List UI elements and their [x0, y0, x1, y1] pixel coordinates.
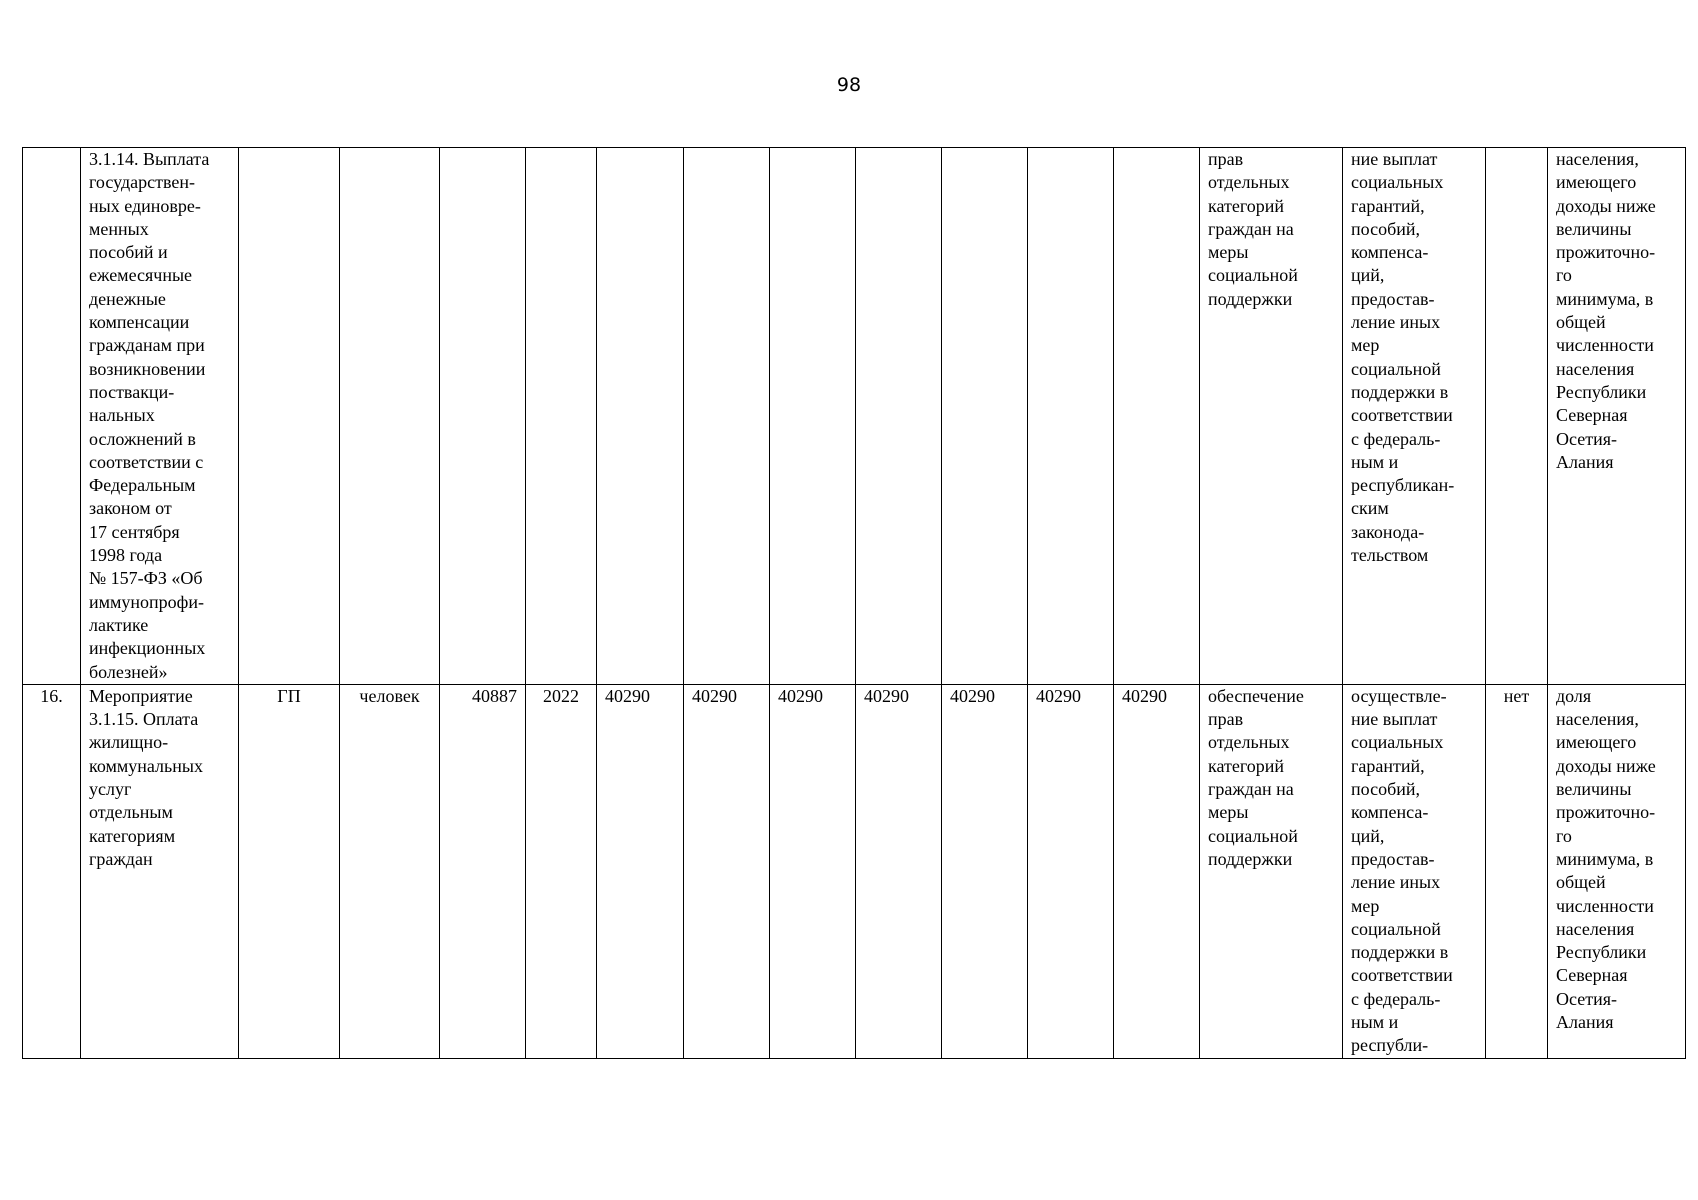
cell-line: законода-	[1351, 521, 1425, 542]
cell-line: отдельных	[1208, 172, 1290, 193]
cell-line: ций,	[1351, 825, 1385, 846]
cell-line: величины	[1556, 779, 1632, 800]
cell-line: осуществле-	[1351, 685, 1447, 706]
cell-line: прожиточно-	[1556, 802, 1656, 823]
cell-line: ным и	[1351, 451, 1399, 472]
cell-measure-name	[81, 148, 239, 685]
cell-base-value	[440, 148, 526, 685]
cell-line: граждан	[89, 848, 153, 869]
cell-line: прожиточно-	[1556, 242, 1656, 263]
cell-base-value: 40887	[440, 684, 526, 1058]
cell-line: поддержки	[1208, 288, 1293, 309]
cell-line: 3.1.14. Выплата	[89, 149, 210, 169]
cell-flag: нет	[1486, 684, 1548, 1058]
cell-line: законом от	[89, 498, 172, 519]
cell-line: инфекционных	[89, 638, 206, 659]
cell-year-value: 40290	[942, 684, 1028, 1058]
cell-line: Осетия-	[1556, 428, 1617, 449]
cell-line: ние выплат	[1351, 709, 1438, 730]
cell-line: болезней»	[89, 661, 168, 682]
cell-executor: ГП	[239, 684, 340, 1058]
program-measures-table	[22, 147, 1686, 1059]
cell-line: государствен-	[89, 172, 196, 193]
cell-line: категориям	[89, 825, 176, 846]
cell-year-value	[597, 148, 684, 685]
cell-line: Мероприятие	[89, 685, 193, 706]
cell-line: жилищно-	[89, 732, 169, 753]
cell-line: ций,	[1351, 265, 1385, 286]
cell-line: возникновении	[89, 358, 206, 379]
cell-line: Республики	[1556, 381, 1647, 402]
cell-line: прав	[1208, 709, 1244, 730]
cell-line: Федеральным	[89, 475, 196, 496]
cell-line: иммунопрофи-	[89, 591, 204, 612]
cell-year-value	[1028, 148, 1114, 685]
cell-line: мер	[1351, 895, 1380, 916]
table-row	[23, 684, 1686, 1058]
cell-line: го	[1556, 265, 1572, 286]
cell-line: пособий,	[1351, 218, 1420, 239]
cell-year-value	[770, 148, 856, 685]
cell-line: ным и	[1351, 1011, 1399, 1032]
cell-line: гарантий,	[1351, 755, 1425, 776]
cell-base-year: 2022	[526, 684, 597, 1058]
cell-line: социальной	[1208, 265, 1298, 286]
cell-line: обеспечение	[1208, 685, 1304, 706]
cell-line: Алания	[1556, 1011, 1614, 1032]
table-body	[23, 148, 1686, 1059]
cell-line: пособий,	[1351, 779, 1420, 800]
cell-line: республикан-	[1351, 475, 1455, 496]
cell-executor	[239, 148, 340, 685]
cell-line: общей	[1556, 312, 1606, 333]
cell-line: предостав-	[1351, 288, 1435, 309]
cell-line: категорий	[1208, 195, 1285, 216]
cell-year-value	[942, 148, 1028, 685]
cell-line: общей	[1556, 872, 1606, 893]
cell-line: денежные	[89, 288, 166, 309]
cell-line: поддержки в	[1351, 942, 1449, 963]
cell-indicator	[1548, 684, 1686, 1058]
cell-line: го	[1556, 825, 1572, 846]
cell-measures	[1343, 148, 1486, 685]
cell-line: социальной	[1351, 918, 1441, 939]
cell-line: населения	[1556, 358, 1635, 379]
cell-line: ежемесячные	[89, 265, 193, 286]
cell-line: численности	[1556, 895, 1654, 916]
cell-line: поствакци-	[89, 381, 175, 402]
cell-line: населения,	[1556, 709, 1639, 730]
cell-year-value: 40290	[1114, 684, 1200, 1058]
cell-line: гарантий,	[1351, 195, 1425, 216]
cell-line: предостав-	[1351, 848, 1435, 869]
cell-year-value: 40290	[684, 684, 770, 1058]
cell-line: численности	[1556, 335, 1654, 356]
cell-base-year	[526, 148, 597, 685]
cell-number	[23, 148, 81, 685]
cell-line: коммунальных	[89, 755, 203, 776]
cell-line: лактике	[89, 614, 149, 635]
cell-line: ским	[1351, 498, 1389, 519]
cell-year-value	[856, 148, 942, 685]
cell-indicator	[1548, 148, 1686, 685]
cell-line: граждан на	[1208, 218, 1294, 239]
cell-line: 3.1.15. Оплата	[89, 709, 199, 730]
cell-measure-name	[81, 684, 239, 1058]
cell-line: минимума, в	[1556, 848, 1654, 869]
page-number: 98	[836, 74, 862, 96]
cell-flag	[1486, 148, 1548, 685]
cell-line: соответствии	[1351, 965, 1453, 986]
cell-line: соответствии с	[89, 451, 204, 472]
cell-line: осложнений в	[89, 428, 196, 449]
cell-year-value	[684, 148, 770, 685]
cell-line: республи-	[1351, 1035, 1429, 1056]
cell-measures	[1343, 684, 1486, 1058]
cell-line: Северная	[1556, 965, 1628, 986]
cell-line: социальной	[1351, 358, 1441, 379]
cell-line: Северная	[1556, 405, 1628, 426]
cell-line: Алания	[1556, 451, 1614, 472]
cell-line: населения	[1556, 918, 1635, 939]
cell-line: меры	[1208, 242, 1249, 263]
cell-goal	[1200, 684, 1343, 1058]
cell-line: компенсации	[89, 312, 190, 333]
cell-line: поддержки	[1208, 848, 1293, 869]
cell-line: Осетия-	[1556, 988, 1617, 1009]
cell-number: 16.	[23, 684, 81, 1058]
cell-line: социальных	[1351, 732, 1444, 753]
cell-unit: человек	[340, 684, 440, 1058]
cell-year-value	[1114, 148, 1200, 685]
cell-line: с федераль-	[1351, 988, 1441, 1009]
cell-line: нальных	[89, 405, 155, 426]
cell-line: с федераль-	[1351, 428, 1441, 449]
cell-line: населения,	[1556, 149, 1639, 169]
cell-year-value: 40290	[597, 684, 684, 1058]
cell-line: ных единовре-	[89, 195, 201, 216]
cell-line: доходы ниже	[1556, 755, 1656, 776]
cell-year-value: 40290	[770, 684, 856, 1058]
cell-line: менных	[89, 218, 149, 239]
cell-year-value: 40290	[1028, 684, 1114, 1058]
cell-line: имеющего	[1556, 172, 1637, 193]
cell-line: ление иных	[1351, 872, 1441, 893]
cell-line: 17 сентября	[89, 521, 180, 542]
cell-line: отдельных	[1208, 732, 1290, 753]
cell-line: имеющего	[1556, 732, 1637, 753]
cell-line: отдельным	[89, 802, 173, 823]
cell-line: пособий и	[89, 242, 168, 263]
cell-line: социальной	[1208, 825, 1298, 846]
cell-line: доля	[1556, 685, 1592, 706]
cell-line: мер	[1351, 335, 1380, 356]
cell-line: соответствии	[1351, 405, 1453, 426]
cell-year-value: 40290	[856, 684, 942, 1058]
cell-line: граждан на	[1208, 779, 1294, 800]
cell-line: № 157-ФЗ «Об	[89, 568, 203, 589]
cell-line: компенса-	[1351, 802, 1429, 823]
cell-unit	[340, 148, 440, 685]
cell-line: ление иных	[1351, 312, 1441, 333]
cell-line: ние выплат	[1351, 149, 1438, 169]
table-row	[23, 148, 1686, 685]
cell-line: меры	[1208, 802, 1249, 823]
cell-line: тельством	[1351, 545, 1429, 566]
cell-line: гражданам при	[89, 335, 205, 356]
cell-goal	[1200, 148, 1343, 685]
cell-line: доходы ниже	[1556, 195, 1656, 216]
cell-line: компенса-	[1351, 242, 1429, 263]
cell-line: услуг	[89, 779, 132, 800]
cell-line: социальных	[1351, 172, 1444, 193]
cell-line: 1998 года	[89, 545, 163, 566]
cell-line: Республики	[1556, 942, 1647, 963]
cell-line: поддержки в	[1351, 381, 1449, 402]
cell-line: категорий	[1208, 755, 1285, 776]
cell-line: минимума, в	[1556, 288, 1654, 309]
cell-line: величины	[1556, 218, 1632, 239]
cell-line: прав	[1208, 149, 1244, 169]
